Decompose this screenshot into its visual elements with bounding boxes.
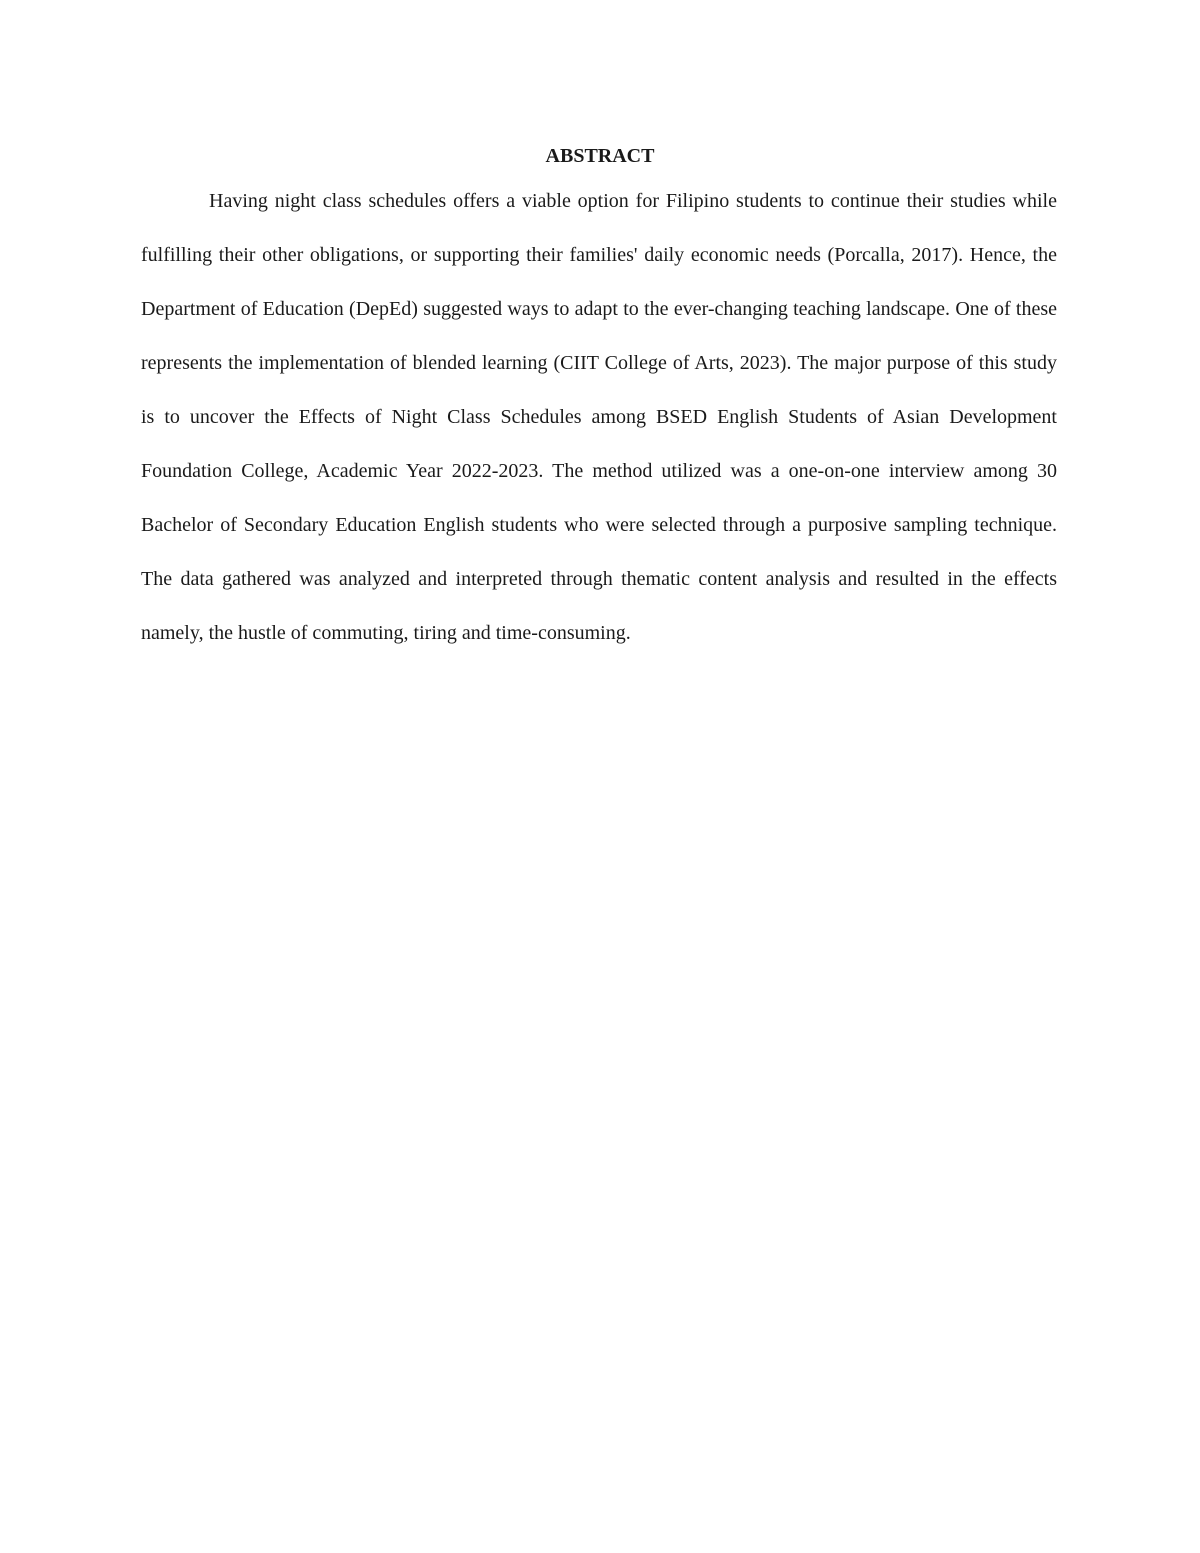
abstract-heading: ABSTRACT: [545, 145, 655, 167]
abstract-paragraph: Having night class schedules offers a viable option for Filipino students to continue their studies while fulfilling their other obligations, or supporting their families' daily economic needs (Porcalla, 2017). Hence, the Department of Education (DepEd) suggested ways to adapt to the ever-changing teaching landscape. One of these represents the implementation of blended learning (CIIT College of Arts, 2023). The major purpose of this study is to uncover the Effects of Night Class Schedules among BSED English Students of Asian Development Foundation College, Academic Year 2022-2023. The method utilized was a one-on-one interview among 30 Bachelor of Secondary Education English students who were selected through a purposive sampling technique. The data gathered was analyzed and interpreted through thematic content analysis and resulted in the effects namely, the hustle of commuting, tiring and time-consuming.: [141, 190, 1057, 644]
